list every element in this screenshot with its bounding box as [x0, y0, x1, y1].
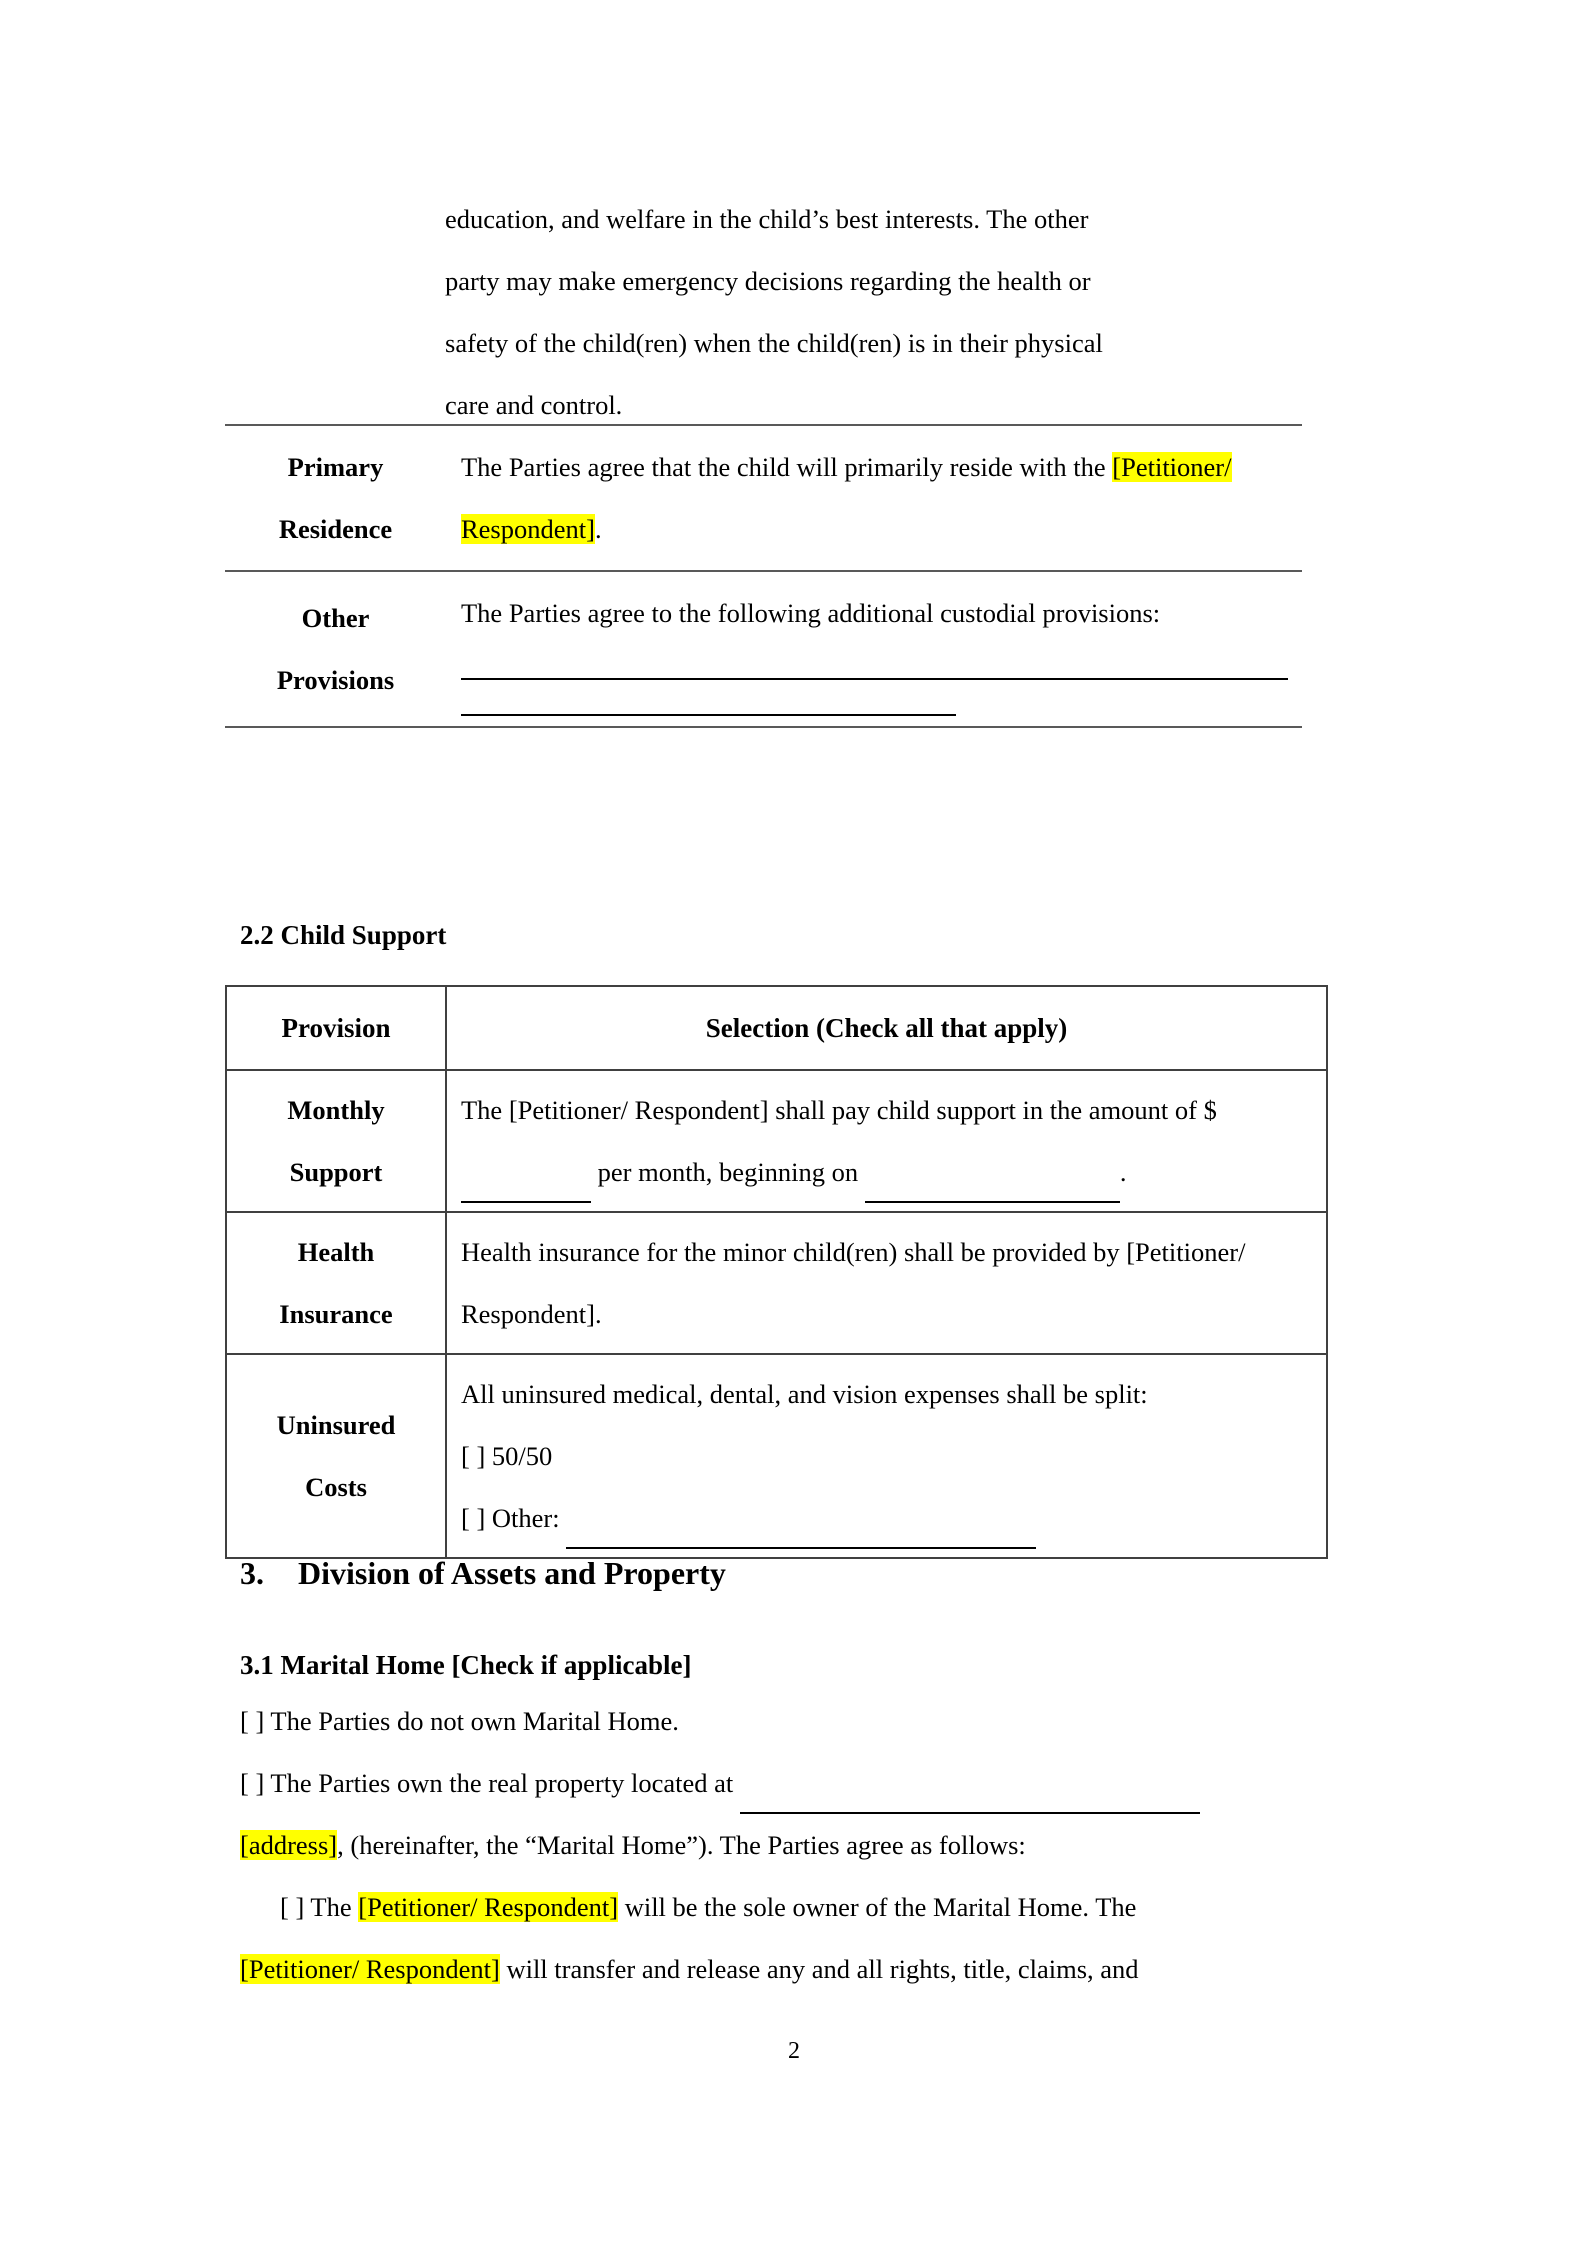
- marital-home-definition-line: [240, 1814, 1345, 1876]
- row-label-health-insurance: [226, 1212, 446, 1354]
- label-line: Insurance: [279, 1299, 393, 1329]
- uninsured-intro: All uninsured medical, dental, and vision expenses shall be split:: [461, 1379, 1148, 1409]
- fill-in-line-1[interactable]: [461, 644, 1288, 680]
- row-label-primary-residence: [225, 425, 446, 571]
- continuation-paragraph: [445, 188, 1245, 436]
- fill-in-line-2[interactable]: [461, 680, 956, 716]
- row-value-uninsured-costs: [446, 1354, 1327, 1558]
- section-heading-3-1: 3.1 Marital Home [Check if applicable]: [240, 1650, 692, 1680]
- paragraph-line: education, and welfare in the child’s best interests. The other: [445, 204, 1089, 234]
- section-title: Division of Assets and Property: [298, 1555, 726, 1591]
- table-row: [226, 1354, 1327, 1558]
- other-split-blank[interactable]: [566, 1522, 1036, 1549]
- column-header-provision: Provision: [226, 986, 446, 1070]
- checkbox-option-other[interactable]: [461, 1487, 1312, 1549]
- label-line: Monthly: [287, 1095, 385, 1125]
- table-row: [225, 425, 1302, 571]
- amount-blank[interactable]: [461, 1176, 591, 1203]
- paragraph-line: party may make emergency decisions regarding the health or: [445, 266, 1091, 296]
- page-number: 2: [788, 2038, 800, 2064]
- label-line: Costs: [305, 1472, 367, 1502]
- section-heading-3: [240, 1555, 726, 1592]
- transfer-rights-text: will transfer and release any and all rights, title, claims, and: [499, 1954, 1139, 1984]
- label-line: Support: [289, 1157, 383, 1187]
- checkbox-sole-owner[interactable]: [240, 1876, 1345, 1938]
- checkbox-option-5050[interactable]: [ ] 50/50: [461, 1441, 553, 1471]
- start-date-blank[interactable]: [865, 1176, 1120, 1203]
- sole-owner-prefix: [ ] The: [280, 1892, 359, 1922]
- marital-home-definition-text: , (hereinafter, the “Marital Home”). The Parties agree as follows:: [337, 1830, 1026, 1860]
- table-row: [225, 571, 1302, 727]
- row-label-uninsured-costs: [226, 1354, 446, 1558]
- label-line: Other: [301, 603, 370, 633]
- checkbox-own-real-property[interactable]: [240, 1752, 1345, 1814]
- row-label-other-provisions: [225, 571, 446, 727]
- own-property-label: [ ] The Parties own the real property located at: [240, 1768, 740, 1798]
- party-placeholder-highlight: [Petitioner/ Respondent]: [240, 1954, 500, 1984]
- transfer-rights-line: [240, 1938, 1345, 2000]
- section-heading-2-2: 2.2 Child Support: [240, 920, 447, 950]
- label-line: Health: [297, 1237, 375, 1267]
- row-value-other-provisions: [446, 571, 1302, 727]
- table-row: [226, 1070, 1327, 1212]
- text-before: The Parties agree that the child will primarily reside with the: [461, 452, 1113, 482]
- party-placeholder-highlight: [Petitioner/ Respondent]: [358, 1892, 619, 1922]
- support-text-part3: .: [1119, 1157, 1127, 1187]
- other-provisions-text: The Parties agree to the following additional custodial provisions:: [461, 598, 1161, 628]
- label-line: Primary: [287, 452, 384, 482]
- row-label-monthly-support: [226, 1070, 446, 1212]
- address-placeholder-highlight: [address]: [240, 1830, 338, 1860]
- sole-owner-rest: will be the sole owner of the Marital Home. The: [618, 1892, 1137, 1922]
- row-value-monthly-support: [446, 1070, 1327, 1212]
- child-support-table: [225, 985, 1328, 1559]
- paragraph-line: care and control.: [445, 390, 623, 420]
- label-line: Provisions: [276, 665, 395, 695]
- custody-provisions-table: [225, 424, 1302, 728]
- row-value-health-insurance: Health insurance for the minor child(ren) shall be provided by [Petitioner/ Respondent].: [446, 1212, 1327, 1354]
- column-header-selection: Selection (Check all that apply): [446, 986, 1327, 1070]
- label-line: Residence: [278, 514, 393, 544]
- section-number: 3.: [240, 1555, 264, 1591]
- table-header-row: [226, 986, 1327, 1070]
- checkbox-option-other-label: [ ] Other:: [461, 1503, 567, 1533]
- support-text-part2: per month, beginning on: [591, 1157, 865, 1187]
- checkbox-no-marital-home[interactable]: [ ] The Parties do not own Marital Home.: [240, 1706, 679, 1736]
- text-after: .: [594, 514, 602, 544]
- property-address-blank[interactable]: [740, 1787, 1200, 1814]
- row-value-primary-residence: [446, 425, 1302, 571]
- placeholder-highlight: [Petitioner/ Respondent]: [461, 452, 1232, 544]
- label-line: Uninsured: [276, 1410, 396, 1440]
- support-text-part1: The [Petitioner/ Respondent] shall pay child support in the amount of $: [461, 1095, 1217, 1125]
- table-row: [226, 1212, 1327, 1354]
- paragraph-line: safety of the child(ren) when the child(ren) is in their physical: [445, 328, 1103, 358]
